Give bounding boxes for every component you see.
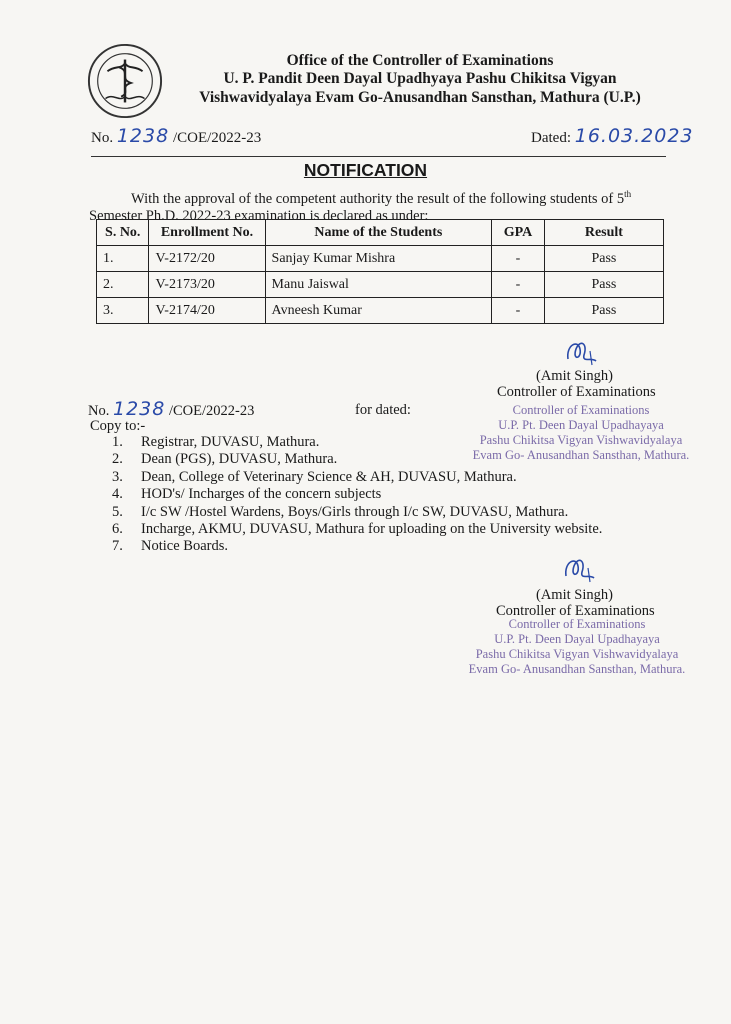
list-item (112, 538, 602, 555)
list-item-text: Dean, College of Veterinary Science & AH, DUVASU, Mathura. (141, 468, 517, 485)
copy-to-label: Copy to:- (90, 418, 146, 434)
stamp-line: Evam Go- Anusandhan Sansthan, Mathura. (468, 662, 686, 676)
ref-prefix: No. (91, 130, 114, 146)
cell-enrollment: V-2173/20 (149, 272, 265, 298)
header-result: Result (544, 220, 663, 246)
cell-gpa: - (492, 246, 545, 272)
list-item-number: 1. (112, 434, 123, 450)
stamp-line: Pashu Chikitsa Vigyan Vishwavidyalaya (479, 433, 683, 447)
signatory-title-2: Controller of Examinations (496, 603, 655, 619)
cell-student-name: Sanjay Kumar Mishra (265, 246, 492, 272)
table-header-row (97, 220, 664, 246)
header-divider (91, 156, 666, 157)
copy-to-list (112, 434, 602, 556)
intro-text-part2: Semester Ph.D. 2022-23 examination is declared as under: (89, 207, 429, 224)
cell-enrollment: V-2172/20 (149, 246, 265, 272)
for-dated-label: for dated: (355, 402, 411, 418)
cell-sno: 2. (97, 272, 149, 298)
cell-gpa: - (492, 298, 545, 324)
table-row (97, 298, 664, 324)
header-university-location: Vishwavidyalaya Evam Go-Anusandhan Sansthan, Mathura (U.P.) (199, 89, 641, 106)
reference-number-copy (88, 398, 254, 420)
list-item-text: Dean (PGS), DUVASU, Mathura. (141, 451, 338, 468)
header-student-name: Name of the Students (265, 220, 492, 246)
list-item-number: 3. (112, 468, 123, 485)
ref2-prefix: No. (88, 403, 110, 419)
list-item-text: Notice Boards. (141, 538, 228, 555)
reference-number (91, 125, 261, 147)
header-university-name: U. P. Pandit Deen Dayal Upadhyaya Pashu Chikitsa Vigyan (223, 70, 617, 87)
list-item-number: 2. (112, 451, 123, 468)
header-office-title: Office of the Controller of Examinations (286, 52, 554, 69)
handwritten-ref-number-copy: 1238 (112, 398, 166, 420)
signature-scribble-1 (562, 335, 602, 369)
cell-gpa: - (492, 272, 545, 298)
ref-suffix: /COE/2022-23 (172, 130, 262, 146)
list-item (112, 504, 602, 521)
stamp-line: Evam Go- Anusandhan Sansthan, Mathura. (472, 448, 690, 462)
cell-sno: 3. (97, 298, 149, 324)
list-item-text: HOD's/ Incharges of the concern subjects (141, 486, 382, 503)
stamp-line: U.P. Pt. Deen Dayal Upadhayaya (498, 418, 664, 432)
handwritten-ref-number: 1238 (116, 125, 170, 147)
header-sno: S. No. (97, 220, 149, 246)
cell-student-name: Avneesh Kumar (265, 298, 492, 324)
signature-scribble-2 (560, 552, 600, 586)
list-item-text: Incharge, AKMU, DUVASU, Mathura for uploading on the University website. (141, 521, 603, 538)
header-enrollment: Enrollment No. (149, 220, 265, 246)
date-line (531, 125, 694, 147)
stamp-line: Controller of Examinations (508, 617, 646, 631)
official-stamp-2 (462, 617, 692, 677)
signatory-title-1: Controller of Examinations (497, 384, 656, 400)
list-item-number: 5. (112, 503, 123, 520)
cell-sno: 1. (97, 246, 149, 272)
signatory-name-2: (Amit Singh) (536, 587, 613, 603)
intro-superscript: th (624, 189, 632, 199)
results-table (96, 219, 664, 324)
table-row (97, 246, 664, 272)
table-row (97, 272, 664, 298)
intro-text-part1: With the approval of the competent authority the result of the following students of 5 (131, 190, 625, 207)
list-item-number: 6. (112, 521, 123, 538)
dated-label: Dated: (531, 130, 571, 146)
list-item-number: 4. (112, 486, 123, 503)
cell-enrollment: V-2174/20 (149, 298, 265, 324)
ref2-suffix: /COE/2022-23 (168, 403, 255, 419)
notification-title: NOTIFICATION (303, 160, 428, 180)
cell-result: Pass (544, 272, 663, 298)
list-item-text: Registrar, DUVASU, Mathura. (141, 434, 320, 450)
cell-result: Pass (544, 298, 663, 324)
header-gpa: GPA (492, 220, 545, 246)
list-item (112, 434, 602, 451)
list-item-text: I/c SW /Hostel Wardens, Boys/Girls through I/c SW, DUVASU, Mathura. (141, 503, 569, 520)
cell-result: Pass (544, 246, 663, 272)
stamp-line: Controller of Examinations (512, 403, 650, 417)
list-item (112, 469, 602, 486)
list-item-number: 7. (112, 538, 123, 555)
stamp-line: U.P. Pt. Deen Dayal Upadhayaya (494, 632, 660, 646)
cell-student-name: Manu Jaiswal (265, 272, 492, 298)
stamp-line: Pashu Chikitsa Vigyan Vishwavidyalaya (475, 647, 679, 661)
list-item (112, 486, 602, 503)
signatory-name-1: (Amit Singh) (536, 368, 613, 384)
handwritten-date: 16.03.2023 (574, 125, 694, 147)
list-item (112, 451, 602, 468)
list-item (112, 521, 602, 538)
